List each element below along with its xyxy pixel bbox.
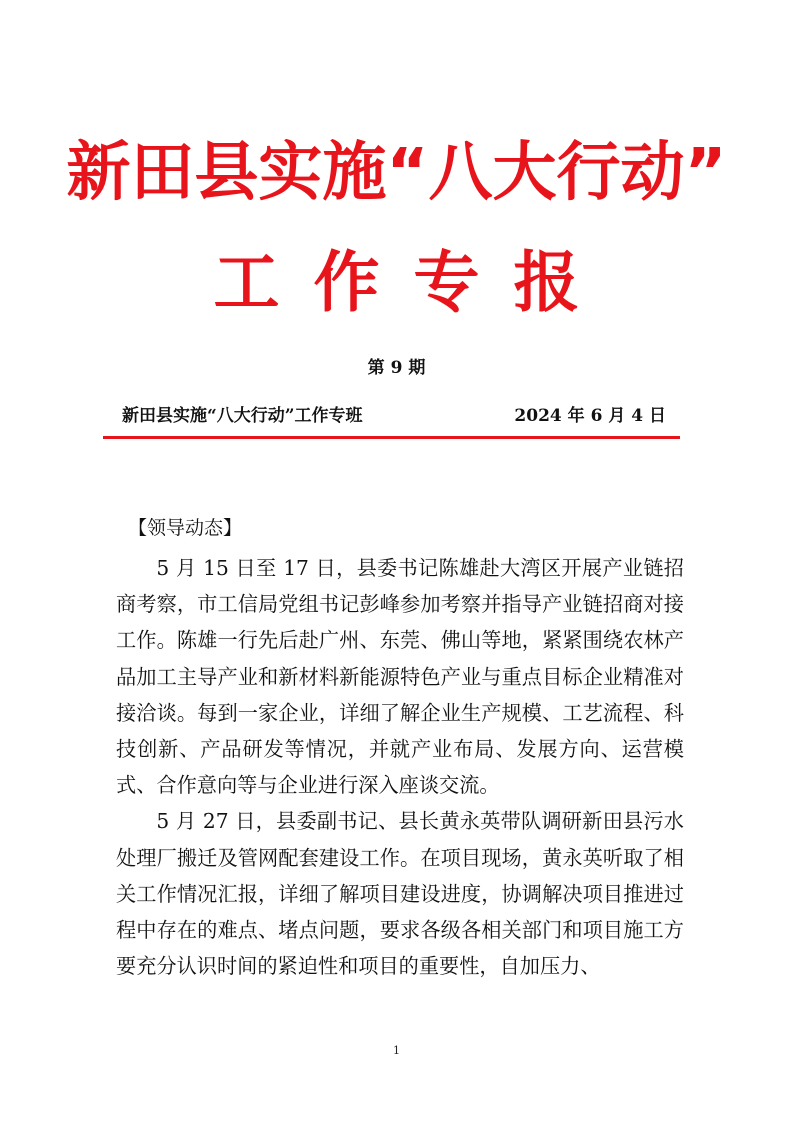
body-paragraph-2: 5 月 27 日，县委副书记、县长黄永英带队调研新田县污水处理厂搬迁及管网配套建设工作。在项目现场，黄永英听取了相关工作情况汇报，详细了解项目建设进度，协调解决项目推进过程中存在的难点、堵点问题，要求各级各相关部门和项目施工方要充分认识时间的紧迫性和项目的重要性，自加压力、 <box>116 809 684 979</box>
issuing-department: 新田县实施“八大行动”工作专班 <box>122 406 363 426</box>
masthead-subtitle: 工作专报 <box>213 244 614 321</box>
masthead-title: 新田县实施“八大行动” <box>66 136 727 210</box>
red-divider-line <box>103 436 680 439</box>
issue-number: 第 9 期 <box>367 358 426 378</box>
page-number: 1 <box>393 1044 400 1057</box>
header-meta-row <box>122 404 666 428</box>
section-heading: 【领导动态】 <box>128 517 243 539</box>
body-text <box>116 550 684 984</box>
issue-date: 2024 年 6 月 4 日 <box>514 406 666 426</box>
body-paragraph-1: 5 月 15 日至 17 日，县委书记陈雄赴大湾区开展产业链招商考察，市工信局党组书记彭峰参加考察并指导产业链招商对接工作。陈雄一行先后赴广州、东莞、佛山等地，紧紧围绕农林产品加工主导产业和新材料新能源特色产业与重点目标企业精准对接洽谈。每到一家企业，详细了解企业生产规模、工艺流程、科技创新、产品研发等情况，并就产业布局、发展方向、运营模式、合作意向等与企业进行深入座谈交流。 <box>116 556 684 798</box>
